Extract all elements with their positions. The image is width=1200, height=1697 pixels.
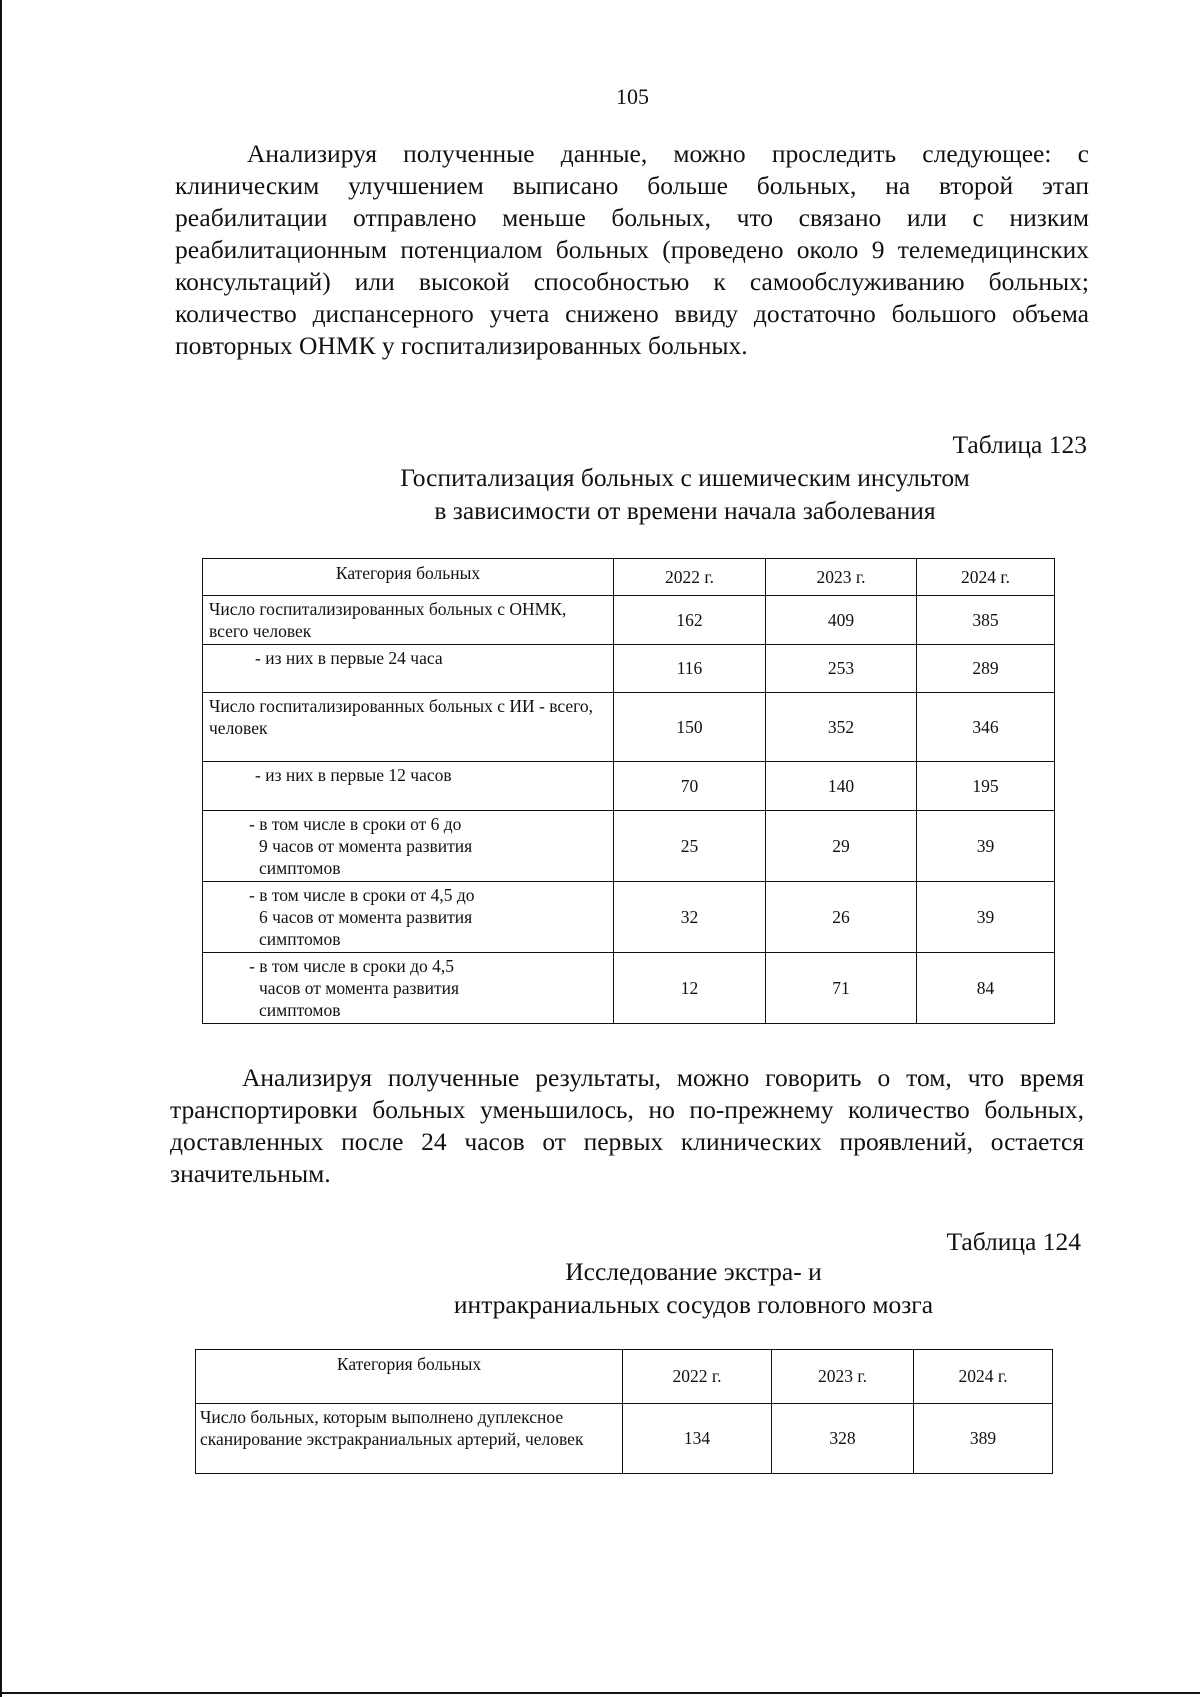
- cell-2023: 140: [766, 762, 917, 811]
- cell-2024: 389: [914, 1404, 1053, 1474]
- table-124-title-line-2: интракраниальных сосудов головного мозга: [453, 1290, 934, 1319]
- cell-2022: 116: [614, 645, 766, 693]
- header-year-2023: 2023 г.: [766, 559, 917, 596]
- table-123-title-line-2: в зависимости от времени начала заболевания: [434, 496, 936, 525]
- row-category: - из них в первые 24 часа: [203, 645, 614, 693]
- header-year-2024: 2024 г.: [914, 1350, 1053, 1404]
- table-123-title: [300, 461, 1070, 527]
- row-category-line-3: симптомов: [259, 1000, 341, 1020]
- cell-2022: 134: [623, 1404, 772, 1474]
- row-category-line-2: 6 часов от момента развития: [259, 907, 473, 927]
- cell-2023: 328: [772, 1404, 914, 1474]
- cell-2024: 195: [917, 762, 1055, 811]
- cell-2022: 32: [614, 882, 766, 953]
- row-category-line-1: - в том числе в сроки от 4,5 до: [249, 885, 475, 905]
- cell-2024: 39: [917, 811, 1055, 882]
- cell-2023: 71: [766, 953, 917, 1024]
- cell-2024: 385: [917, 596, 1055, 645]
- cell-2023: 253: [766, 645, 917, 693]
- row-category: [203, 882, 614, 953]
- cell-2023: 352: [766, 693, 917, 762]
- table-row: [203, 596, 1055, 645]
- cell-2022: 162: [614, 596, 766, 645]
- header-year-2022: 2022 г.: [614, 559, 766, 596]
- cell-2022: 150: [614, 693, 766, 762]
- row-category: Число госпитализированных больных с ОНМК, всего человек: [203, 596, 614, 645]
- table-row: [203, 811, 1055, 882]
- table-row: [196, 1404, 1053, 1474]
- cell-2024: 39: [917, 882, 1055, 953]
- scan-bottom-edge-line: [0, 1692, 1200, 1694]
- row-category: - из них в первые 12 часов: [203, 762, 614, 811]
- scan-edge-line: [0, 0, 2, 1697]
- cell-2024: 346: [917, 693, 1055, 762]
- header-year-2022: 2022 г.: [623, 1350, 772, 1404]
- table-row: [203, 882, 1055, 953]
- row-category: Число госпитализированных больных с ИИ - всего, человек: [203, 693, 614, 762]
- cell-2022: 70: [614, 762, 766, 811]
- row-category-line-3: симптомов: [259, 858, 341, 878]
- table-123-label: Таблица 123: [952, 430, 1087, 459]
- table-123-title-line-1: Госпитализация больных с ишемическим инсультом: [400, 463, 970, 492]
- header-category: Категория больных: [203, 559, 614, 596]
- row-category-line-1: - в том числе в сроки до 4,5: [249, 956, 454, 976]
- row-category-line-2: 9 часов от момента развития: [259, 836, 473, 856]
- row-category-line-1: - в том числе в сроки от 6 до: [249, 814, 462, 834]
- table-row: [203, 953, 1055, 1024]
- cell-2023: 409: [766, 596, 917, 645]
- cell-2024: 84: [917, 953, 1055, 1024]
- paragraph-2: Анализируя полученные результаты, можно говорить о том, что время транспортировки больных уменьшилось, но по-прежнему количество больных, доставленных после 24 часов от первых клинических проявлений, остается значительным.: [170, 1063, 1084, 1188]
- cell-2022: 12: [614, 953, 766, 1024]
- table-124-title: [330, 1255, 1057, 1321]
- paragraph-1: Анализируя полученные данные, можно проследить следующее: с клиническим улучшением выписано больше больных, на второй этап реабилитации отправлено меньше больных, что связано или с низким реабилитационным потенциалом больных (проведено около 9 телемедицинских консультаций) или высокой способностью к самообслуживанию больных; количество диспансерного учета снижено ввиду достаточно большого объема повторных ОНМК у госпитализированных больных.: [175, 139, 1089, 360]
- table-row: [203, 762, 1055, 811]
- row-category: [203, 953, 614, 1024]
- row-category-line-3: симптомов: [259, 929, 341, 949]
- row-category: [203, 811, 614, 882]
- header-category: Категория больных: [196, 1350, 623, 1404]
- table-row: [203, 645, 1055, 693]
- table-124: [195, 1349, 1053, 1474]
- table-header-row: [203, 559, 1055, 596]
- header-year-2024: 2024 г.: [917, 559, 1055, 596]
- table-row: [203, 693, 1055, 762]
- table-124-title-line-1: Исследование экстра- и: [565, 1257, 822, 1286]
- header-year-2023: 2023 г.: [772, 1350, 914, 1404]
- table-124-label: Таблица 124: [946, 1227, 1081, 1256]
- row-category-line-2: часов от момента развития: [259, 978, 460, 998]
- cell-2022: 25: [614, 811, 766, 882]
- row-category: Число больных, которым выполнено дуплексное сканирование экстракраниальных артерий, человек: [196, 1404, 623, 1474]
- cell-2023: 29: [766, 811, 917, 882]
- table-header-row: [196, 1350, 1053, 1404]
- table-123: [202, 558, 1055, 1024]
- page-number: 105: [616, 84, 649, 109]
- cell-2024: 289: [917, 645, 1055, 693]
- cell-2023: 26: [766, 882, 917, 953]
